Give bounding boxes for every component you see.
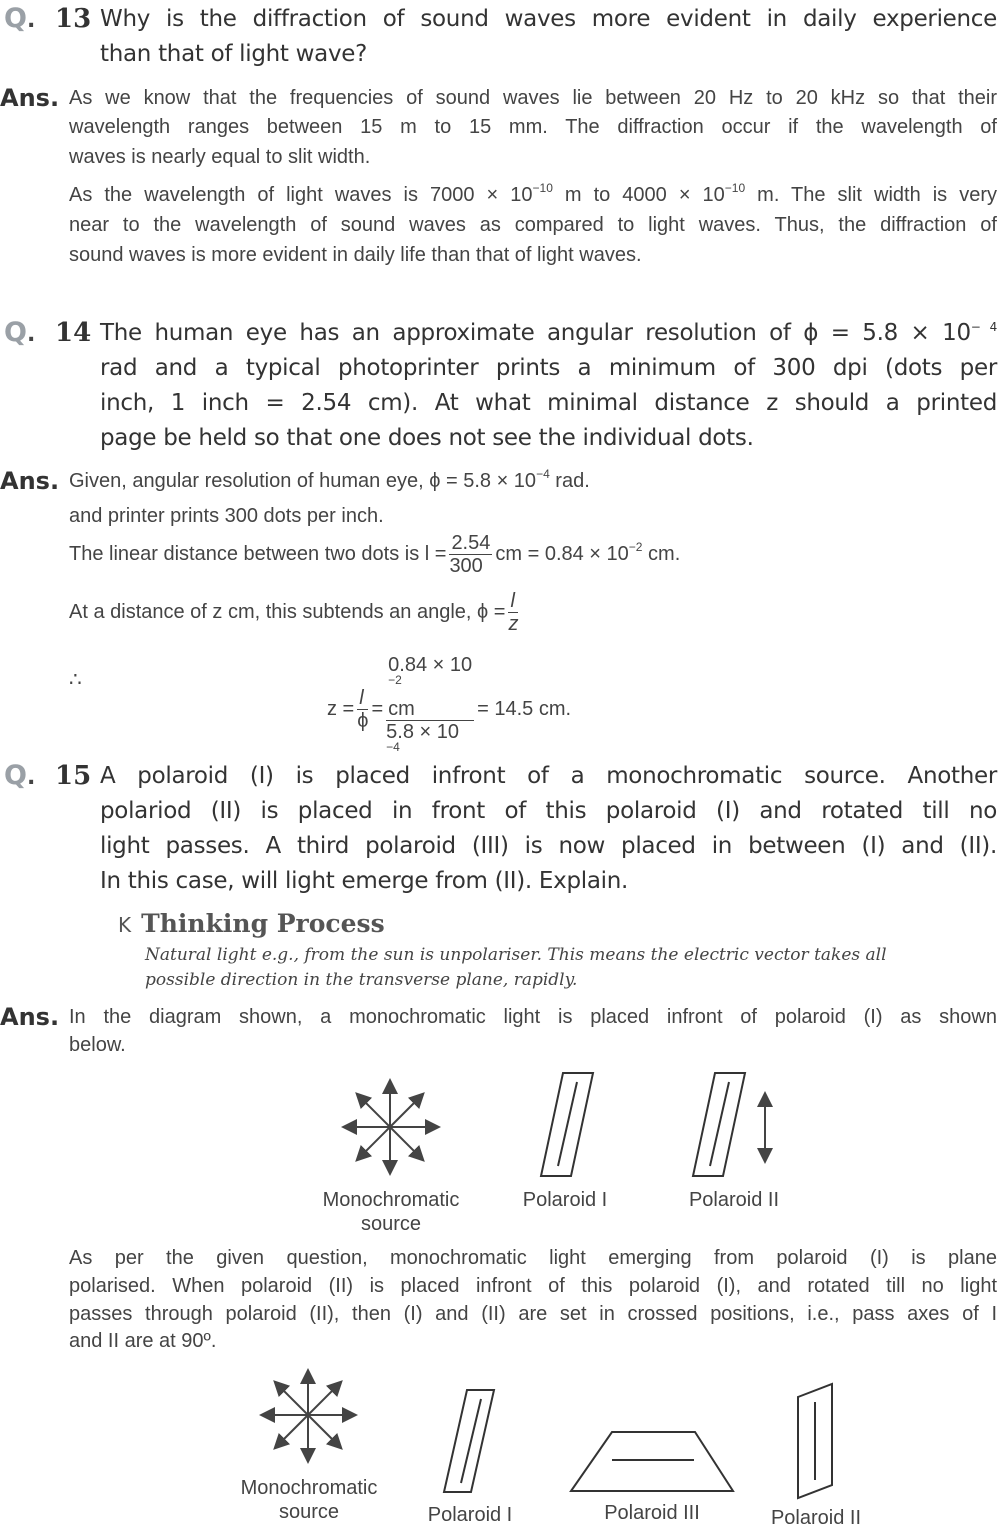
polaroid-i-shape bbox=[541, 1073, 593, 1176]
label-monochromatic-source: Monochromatic source bbox=[322, 1189, 460, 1235]
question-text: inch, 1 inch = 2.54 cm). At what minimal distance z should a printed bbox=[100, 390, 997, 416]
answer-equation: z = $\frac{l}{\phi}$ = 0.84 × 10 $^{-2}$ cm 5.8 × 10 $^{-4}$ = 14.5 cm. bbox=[327, 654, 572, 754]
question-text: polariod (II) is placed in front of this polaroid (I) and rotated till no bbox=[100, 798, 997, 824]
answer-text: below. bbox=[69, 1034, 126, 1056]
question-mark-icon: Q. bbox=[4, 3, 36, 34]
question-text: Why is the diffraction of sound waves more evident in daily experience bbox=[100, 6, 997, 32]
answer-text: sound waves is more evident in daily life than that of light waves. bbox=[69, 244, 642, 266]
label-polaroid-ii: Polaroid II bbox=[688, 1189, 780, 1211]
answer-text: and II are at 90º. bbox=[69, 1330, 217, 1352]
answer-text: As per the given question, monochromatic light emerging from polaroid (I) is plane bbox=[69, 1247, 997, 1269]
therefore-symbol: ∴ bbox=[69, 669, 82, 691]
answer-label: Ans. bbox=[0, 1003, 60, 1031]
answer-text: As we know that the frequencies of sound waves lie between 20 Hz to 20 kHz so that their bbox=[69, 87, 997, 109]
label-polaroid-iii: Polaroid III bbox=[604, 1502, 700, 1524]
question-mark-icon: Q. bbox=[4, 760, 36, 791]
question-number: 14 bbox=[55, 318, 92, 348]
answer-text: In the diagram shown, a monochromatic light is placed infront of polaroid (I) as shown bbox=[69, 1006, 997, 1028]
question-number: 15 bbox=[55, 761, 92, 791]
answer-text: passes through polaroid (II), then (I) and (II) are set in crossed positions, i.e., pass axes of I bbox=[69, 1303, 997, 1325]
question-text: rad and a typical photoprinter prints a minimum of 300 dpi (dots per bbox=[100, 355, 997, 381]
question-text: than that of light wave? bbox=[100, 41, 368, 67]
answer-text: Given, angular resolution of human eye, $\phi = 5.8 \times 10^{-4}$ rad. bbox=[69, 467, 590, 492]
polaroid-ii-shape bbox=[798, 1384, 832, 1498]
polaroid-iii-shape bbox=[571, 1432, 733, 1491]
question-text: The human eye has an approximate angular resolution of $\phi = 5.8 \times 10^{- 4}$ bbox=[100, 320, 997, 346]
answer-text: As the wavelength of light waves is $7000 \times 10^{-10}$ m to $4000 \times 10^{-10}$ m. The slit width is very bbox=[69, 181, 997, 206]
label-monochromatic-source: Monochromatic source bbox=[240, 1477, 378, 1523]
answer-text: waves is nearly equal to slit width. bbox=[69, 146, 371, 168]
polaroid-ii-shape bbox=[693, 1073, 745, 1176]
question-text: page be held so that one does not see the individual dots. bbox=[100, 425, 754, 451]
question-text: In this case, will light emerge from (II). Explain. bbox=[100, 868, 629, 894]
thinking-process-text: Natural light e.g., from the sun is unpolariser. This means the electric vector takes all bbox=[145, 945, 887, 965]
thinking-process-heading: K Thinking Process bbox=[118, 909, 385, 938]
answer-text: near to the wavelength of sound waves as compared to light waves. Thus, the diffraction of bbox=[69, 214, 997, 236]
question-number: 13 bbox=[55, 4, 92, 34]
answer-equation: At a distance of z cm, this subtends an angle, ϕ = $\frac{l}{z}$ bbox=[69, 590, 519, 635]
answer-text: polarised. When polaroid (II) is placed infront of this polaroid (I), and rotated till no light bbox=[69, 1275, 997, 1297]
question-text: A polaroid (I) is placed infront of a monochromatic source. Another bbox=[100, 763, 997, 789]
answer-equation: The linear distance between two dots is l = $\frac{2.54}{300}$ cm = $0.84 \times 10^{-2}$ cm. bbox=[69, 532, 681, 577]
answer-text: wavelength ranges between 15 m to 15 mm. The diffraction occur if the wavelength of bbox=[69, 116, 997, 138]
label-polaroid-i: Polaroid I bbox=[522, 1189, 608, 1211]
answer-text: and printer prints 300 dots per inch. bbox=[69, 505, 384, 527]
label-polaroid-i: Polaroid I bbox=[427, 1504, 513, 1526]
answer-label: Ans. bbox=[0, 84, 60, 112]
light-source-icon bbox=[263, 1372, 354, 1460]
label-polaroid-ii: Polaroid II bbox=[770, 1507, 862, 1529]
question-text: light passes. A third polaroid (III) is now placed in between (I) and (II). bbox=[100, 833, 997, 859]
answer-label: Ans. bbox=[0, 467, 60, 495]
question-mark-icon: Q. bbox=[4, 317, 36, 348]
thinking-process-text: possible direction in the transverse plane, rapidly. bbox=[145, 970, 578, 990]
light-source-icon bbox=[345, 1082, 437, 1172]
polaroid-i-shape bbox=[444, 1390, 494, 1492]
